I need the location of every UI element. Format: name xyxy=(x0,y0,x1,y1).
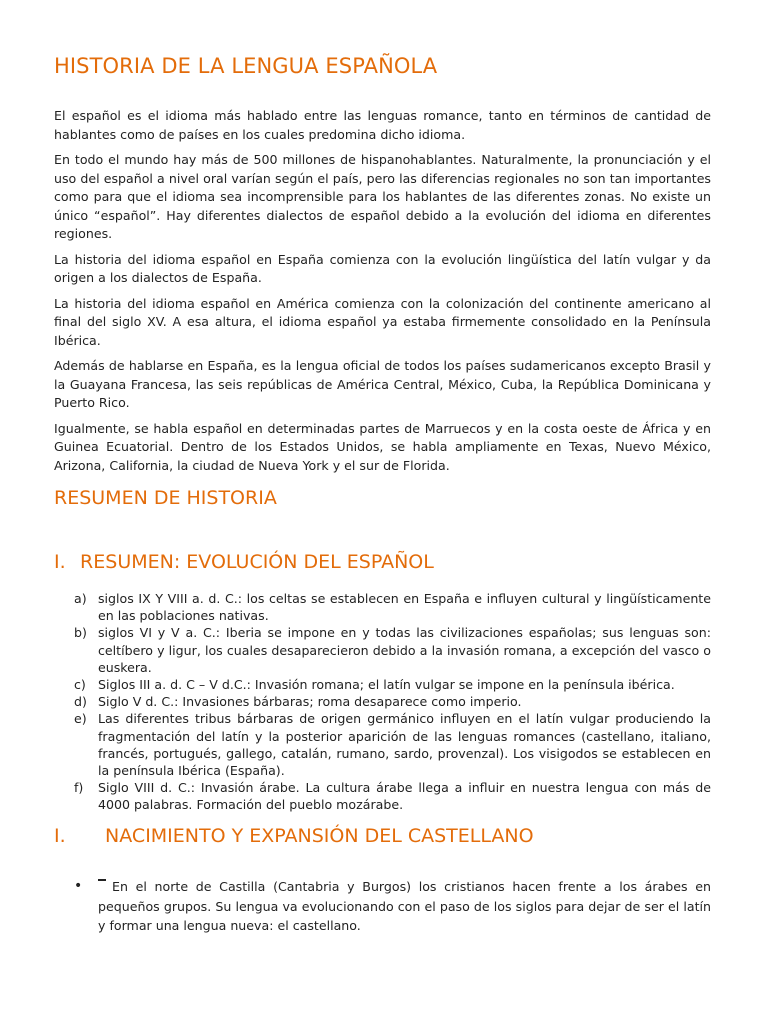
intro-body xyxy=(54,107,711,509)
list-item xyxy=(54,590,711,624)
section-title: NACIMIENTO Y EXPANSIÓN DEL CASTELLANO xyxy=(105,825,534,847)
paragraph: Igualmente, se habla español en determinadas partes de Marruecos y en la costa oeste de África y en Guinea Ecuatorial. Dentro de los Estados Unidos, se habla ampliamente en Texas, Nuevo México, Arizona, California, la ciudad de Nueva York y el sur de Florida. xyxy=(54,420,711,473)
list-item xyxy=(54,693,711,710)
evolution-list xyxy=(54,590,711,814)
paragraph: En todo el mundo hay más de 500 millones de hispanohablantes. Naturalmente, la pronunciación y el uso del español a nivel oral varían según el país, pero las diferencias regionales no son tan importantes como para que el idioma sea incomprensible para los hablantes de las diferentes zonas. No existe un único “español”. Hay diferentes dialectos de español debido a la evolución del idioma en diferentes regiones. xyxy=(54,152,711,241)
small-dash-icon xyxy=(98,879,106,885)
list-marker: f) xyxy=(74,780,84,796)
resumen-heading: RESUMEN DE HISTORIA xyxy=(54,487,277,509)
section-number: I. xyxy=(54,551,66,573)
list-item-text: Siglo VIII d. C.: Invasión árabe. La cultura árabe llega a influir en nuestra lengua con más de 4000 palabras. Formación del pueblo mozárabe. xyxy=(98,780,711,813)
paragraph: Además de hablarse en España, es la lengua oficial de todos los países sudamericanos excepto Brasil y la Guayana Francesa, las seis repúblicas de América Central, México, Cuba, la República Dominicana y Puerto Rico. xyxy=(54,358,711,410)
section-title: RESUMEN: EVOLUCIÓN DEL ESPAÑOL xyxy=(80,551,434,573)
list-item-text: siglos VI y V a. C.: Iberia se impone en y todas las civilizaciones españolas; sus lenguas son: celtíbero y ligur, los cuales desaparecieron debido a la invasión romana, a excepción del vasco o euskera. xyxy=(98,625,711,675)
castellano-list xyxy=(54,877,711,936)
list-marker: c) xyxy=(74,677,86,693)
page-title: HISTORIA DE LA LENGUA ESPAÑOLA xyxy=(54,54,438,78)
section-number: I. xyxy=(54,825,66,847)
bullet-text: En el norte de Castilla (Cantabria y Burgos) los cristianos hacen frente a los árabes en pequeños grupos. Su lengua va evolucionando con el paso de los siglos para dejar de ser el latín y formar una lengua nueva: el castellano. xyxy=(98,879,711,934)
list-item-text: Siglo V d. C.: Invasiones bárbaras; roma desaparece como imperio. xyxy=(98,694,522,710)
list-marker: d) xyxy=(74,694,87,710)
paragraph: La historia del idioma español en España comienza con la evolución lingüística del latín vulgar y da origen a los dialectos de España. xyxy=(54,251,711,285)
list-item xyxy=(54,779,711,813)
section-heading-evolucion xyxy=(54,551,711,573)
section-heading-castellano xyxy=(54,825,711,847)
list-marker: b) xyxy=(74,625,87,641)
paragraph: La historia del idioma español en América comienza con la colonización del continente americano al final del siglo XV. A esa altura, el idioma español ya estaba firmemente consolidado en la Península Ibérica. xyxy=(54,295,711,348)
list-item xyxy=(54,624,711,676)
bullet-item xyxy=(54,877,711,936)
list-item xyxy=(54,710,711,779)
list-item xyxy=(54,676,711,693)
list-item-text: Las diferentes tribus bárbaras de origen germánico influyen en el latín vulgar produciendo la fragmentación del latín y la posterior aparición de las lenguas romances (castellano, italiano, francés, portugués, gallego, catalán, rumano, sardo, provenzal). Los visigodos se establecen en la península Ibérica (España). xyxy=(98,711,711,779)
list-item-text: Siglos III a. d. C – V d.C.: Invasión romana; el latín vulgar se impone en la península ibérica. xyxy=(98,677,675,693)
bullet-icon: • xyxy=(74,878,83,894)
list-marker: a) xyxy=(74,591,87,606)
paragraph: El español es el idioma más hablado entre las lenguas romance, tanto en términos de cantidad de hablantes como de países en los cuales predomina dicho idioma. xyxy=(54,108,711,142)
list-item-text: siglos IX Y VIII a. d. C.: los celtas se establecen en España e influyen cultural y lingüísticamente en las poblaciones nativas. xyxy=(98,591,711,624)
list-marker: e) xyxy=(74,711,87,727)
